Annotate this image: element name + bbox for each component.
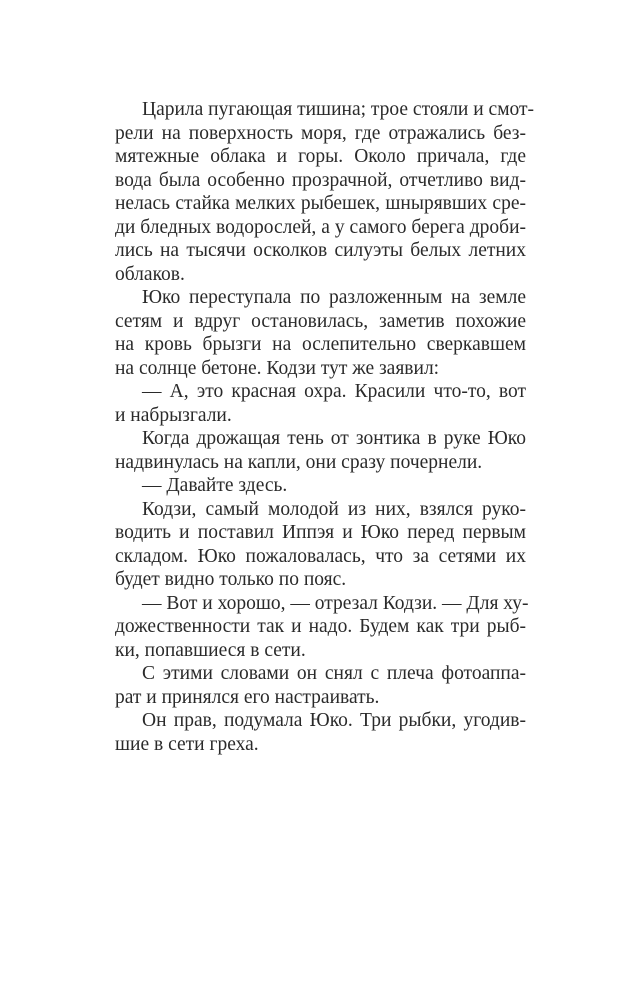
text-line: ди бледных водорослей, а у самого берега дроби- <box>115 216 526 238</box>
text-line: складом. Юко пожаловалась, что за сетями их <box>115 545 526 567</box>
text-line: Юко переступала по разложенным на земле <box>142 287 526 308</box>
text-line: нелась стайка мелких рыбешек, шнырявших сре- <box>115 193 526 214</box>
text-line: водить и поставил Иппэя и Юко перед первым <box>115 522 526 543</box>
text-line: — Вот и хорошо, — отрезал Кодзи. — Для ху- <box>142 592 529 614</box>
text-line: надвинулась на капли, они сразу почернели. <box>115 451 483 473</box>
text-line: на солнце бетоне. Кодзи тут же заявил: <box>115 357 440 379</box>
text-line: лись на тысячи осколков силуэты белых летних <box>115 240 526 261</box>
text-line: Кодзи, самый молодой из них, взялся руко- <box>142 498 526 520</box>
text-line: — Давайте здесь. <box>142 475 288 496</box>
text-line: С этими словами он снял с плеча фотоаппа- <box>142 663 526 684</box>
text-line: дожественности так и надо. Будем как три рыб- <box>115 616 526 637</box>
text-line: будет видно только по пояс. <box>115 569 347 590</box>
text-line: ки, попавшиеся в сети. <box>115 639 306 661</box>
text-line: на кровь брызги на ослепительно сверкавшем <box>115 334 526 355</box>
text-line: облаков. <box>115 263 185 285</box>
text-line: мятежные облака и горы. Около причала, где <box>115 146 526 167</box>
text-line: сетям и вдруг остановилась, заметив похожие <box>115 310 526 332</box>
text-line: рат и принялся его настраивать. <box>115 686 380 708</box>
text-line: — А, это красная охра. Красили что-то, вот <box>142 381 526 402</box>
text-line: и набрызгали. <box>115 404 232 426</box>
text-line: вода была особенно прозрачной, отчетливо вид- <box>115 169 526 191</box>
text-line: рели на поверхность моря, где отражались без- <box>115 122 526 144</box>
text-line: Царила пугающая тишина; трое стояли и смот- <box>142 99 535 120</box>
page-text <box>115 98 535 756</box>
text-line: шие в сети греха. <box>115 733 259 755</box>
text-line: Когда дрожащая тень от зонтика в руке Юко <box>142 428 526 449</box>
text-line: Он прав, подумала Юко. Три рыбки, угодив- <box>142 710 526 731</box>
